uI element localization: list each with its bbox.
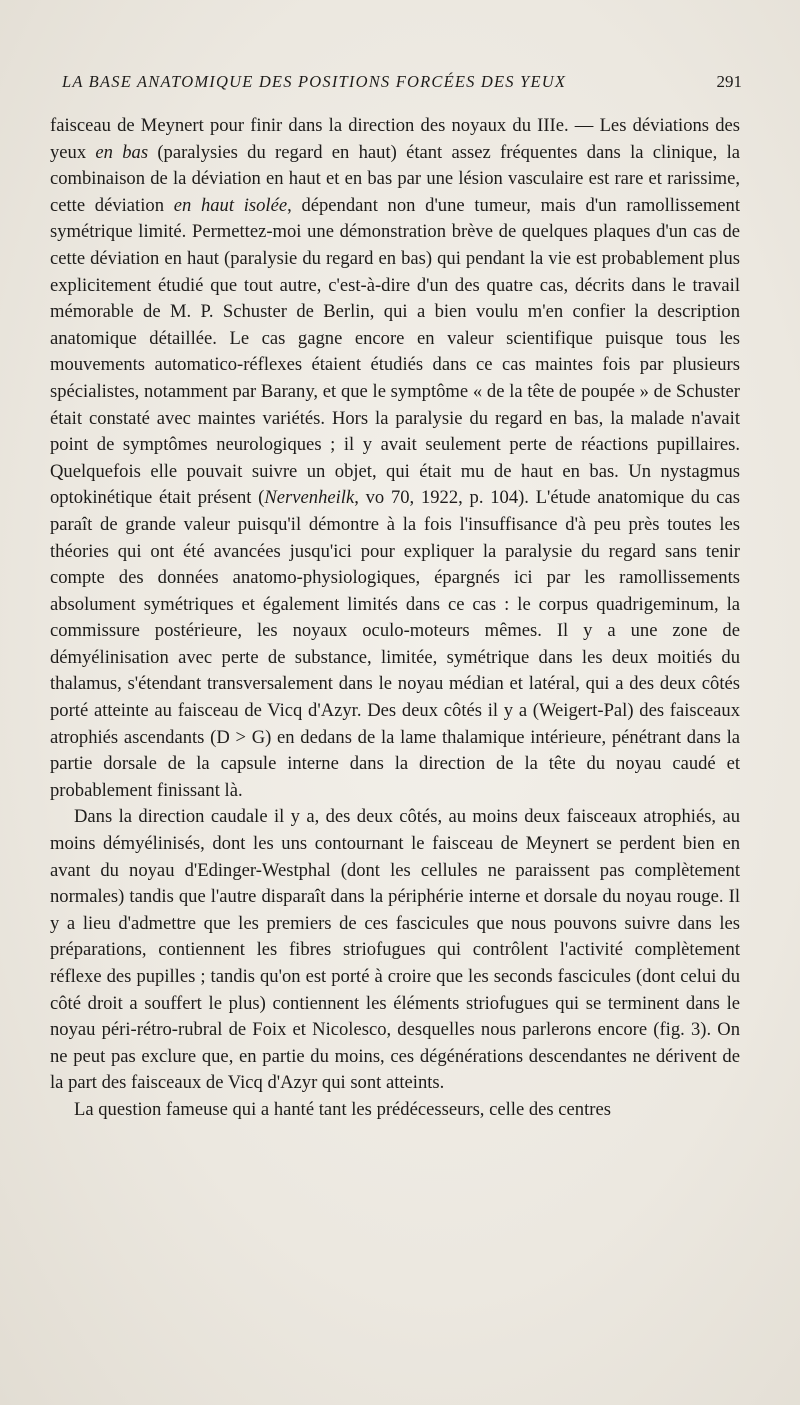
paragraph-3 xyxy=(50,1097,740,1124)
text-segment: , dépendant non d'une tumeur, mais d'un ramollissement symétrique limité. Permettez-moi une démonstration brève de quelques plaques d'un cas de cette déviation en haut (paralysie du regard en bas) qui pendant la vie est probablement plus explicitement étudié que tout autre, c'est-à-dire d'un des quatre cas, décrits dans le travail mémorable de M. P. Schuster de Berlin, qui a bien voulu m'en confier la description anatomique détaillée. Le cas gagne encore en valeur scientifique puisque tous les mouvements automatico-réflexes étaient étudiés dans ce cas maintes fois par plusieurs spécialistes, notamment par Barany, et que le symptôme « de la tête de poupée » de Schuster était constaté avec maintes variétés. Hors la paralysie du regard en bas, la malade n'avait point de symptômes neurologiques ; il y avait seulement perte de réactions pupillaires. Quelquefois elle pouvait suivre un objet, qui était mu de haut en bas. Un nystagmus optokinétique était présent ( xyxy=(50,194,741,509)
text-segment: La question fameuse qui a hanté tant les prédécesseurs, celle des centres xyxy=(74,1098,611,1120)
paragraph-1 xyxy=(50,113,740,804)
text-segment: faisceau de Meynert pour finir dans la direction des noyaux du IIIe. — Les déviations des yeux xyxy=(50,115,740,163)
text-segment-italic: en haut isolée xyxy=(173,194,288,216)
running-title: LA BASE ANATOMIQUE DES POSITIONS FORCÉES DES YEUX xyxy=(62,72,567,91)
paragraph-2 xyxy=(50,804,740,1097)
text-segment: , vo 70, 1922, p. 104). L'étude anatomique du cas paraît de grande valeur puisqu'il démontre à la fois l'insuffisance d'à peu près toutes les théories qui ont été avancées jusqu'ici pour expliquer la paralysie du regard sans tenir compte des données anatomo-physiologiques, épargnés ici par les ramollissements absolument symétriques et également limités dans ce cas : le corpus quadrigeminum, la commissure postérieure, les noyaux oculo-moteurs mêmes. Il y a une zone de démyélinisation avec perte de substance, limitée, symétrique dans les deux moitiés du thalamus, s'étendant transversalement dans le noyau médian et latéral, qui a des deux côtés porté atteinte au faisceau de Vicq d'Azyr. Des deux côtés il y a (Weigert-Pal) des faisceaux atrophiés ascendants (D > G) en dedans de la lame thalamique intérieure, pénétrant dans la partie dorsale de la capsule interne dans la direction de la tête du noyau caudé et probablement finissant là. xyxy=(50,487,740,801)
page-number: 291 xyxy=(716,72,742,91)
text-segment-italic: en bas xyxy=(95,141,149,163)
page-header xyxy=(62,72,742,98)
text-segment: Dans la direction caudale il y a, des deux côtés, au moins deux faisceaux atrophiés, au moins démyélinisés, dont les uns contournant le faisceau de Meynert se perdent bien en avant du noyau d'Edinger-Westphal (dont les cellules ne paraissent pas complètement normales) tandis que l'autre disparaît dans la périphérie interne et dorsale du noyau rouge. Il y a lieu d'admettre que les premiers de ces fascicules que nous pouvons suivre dans les préparations, contiennent les fibres striofugues qui contrôlent l'activité complètement réflexe des pupilles ; tandis qu'on est porté à croire que les seconds fascicules (dont celui du côté droit a souffert le plus) contiennent les éléments striofugues qui se terminent dans le noyau péri-rétro-rubral de Foix et Nicolesco, desquelles nous parlerons encore (fig. 3). On ne peut pas exclure que, en partie du moins, ces dégénérations descendantes ne dérivent de la part des faisceaux de Vicq d'Azyr qui sont atteints. xyxy=(50,806,740,1094)
text-segment-italic: Nervenheilk xyxy=(264,487,355,509)
body-text xyxy=(50,113,740,1124)
text-segment: (paralysies du regard en haut) étant assez fréquentes dans la clinique, la combinaison de la déviation en haut et en bas par une lésion vasculaire est rare et rarissime, cette déviation xyxy=(50,141,740,216)
